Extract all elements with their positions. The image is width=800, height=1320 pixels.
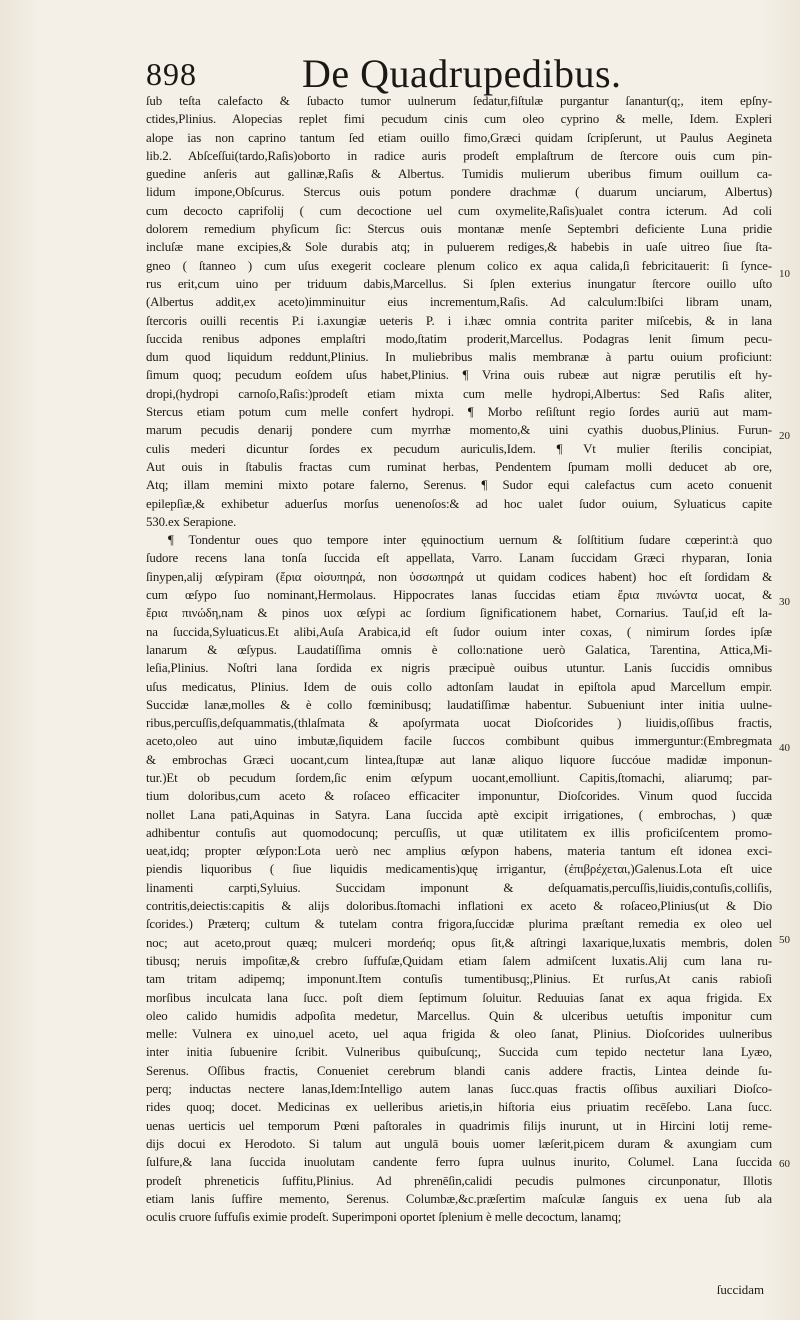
text-line: cum decocto caprifolij ( cum decoctione uel cum oxymelite,Raſis)ualet contra icterum. Ad coli xyxy=(146,203,772,218)
text-line: Stercus etiam potum cum melle confert hydropi. ¶ Morbo reſiſtunt regio ſordes auriū aut mam- xyxy=(146,405,772,420)
text-line: marum pecudis denarij pondere cum myrrhæ momento,& uini cyathis duobus,Plinius. Furun- xyxy=(146,423,772,438)
text-line: piendis liquoribus ( ſiue liquidis medicamentis)quę irrigantur, (ἐπιβρέχεται,)Galenus.Lota eſt uice xyxy=(146,862,772,877)
text-line: ſuccida renibus adpones emplaſtri modo,ſtatim proderit,Marcellus. Podagras lenit ſimum pecu- xyxy=(146,331,772,346)
text-line: Atq; illam memini mixto potare falerno, Serenus. ¶ Sudor equi calefactus cum aceto conuenit xyxy=(146,478,772,493)
text-line: alope ias non caprino tantum ſed etiam ouillo fimo,Græci quidam ſcripſerunt, ut Paulus Aegineta xyxy=(146,130,772,145)
text-line: & embrochas Græci uocant,cum lintea,ſtupæ aut lanæ aliquo liquore ſuccóue madidæ imponun- xyxy=(146,752,772,767)
text-line: contritis,deiectis:capitis & alijs doloribus.ſtomachi inflationi ex aceto & roſaceo,Plinius(ut & Dio xyxy=(146,899,772,914)
text-line: melle: Vulnera ex uino,uel aceto, uel aqua frigida & oleo ſanat, Plinius. Dioſcorides uulneribus xyxy=(146,1027,772,1042)
text-line: dijs docui ex Herodoto. Si talum aut ungulā bouis uomer læſerit,picem duram & axungiam cum xyxy=(146,1136,772,1151)
text-line: epilepſiæ,& exhibetur aduerſus morſus uenenoſos:& ad hoc ualet ſudor ouium, Syluaticus capite xyxy=(146,496,772,511)
text-line: gneo ( ſtanneo ) cum uſus exegerit cocleare plenum colico ex aqua calida,ſi febricitauerit: ſi ſynce- xyxy=(146,258,772,273)
text-line: ribus,percuſſis,deſquammatis,(thlaſmata & apoſyrmata uocat Dioſcorides ) liuidis,oſſibus fractis, xyxy=(146,716,772,731)
text-line: ſimum quoq; pecudum eoſdem uſus habet,Plinius. ¶ Vrina ouis rubeæ aut nigræ perutilis eſt hy- xyxy=(146,368,772,383)
page-number: 898 xyxy=(146,56,197,92)
text-line: guedine anſeris aut gallinæ,Raſis & Albertus. Tumidis mulierum uberibus fimum ouillum ca- xyxy=(146,167,772,182)
text-line: leſia,Plinius. Noſtri lana ſordida ex nigris præcipuè ouibus utuntur. Lanis ſuccidis omnibus xyxy=(146,661,772,676)
text-line: ctides,Plinius. Alopecias replet fimi pecudum cinis cum oleo cyprino & melle, Idem. Expleri xyxy=(146,112,772,127)
margin-note: 20 xyxy=(779,430,790,442)
text-line: dropi,(hydropi carnoſo,Raſis:)prodeſt etiam mixta cum melle hydropi,Albertus: Sed Raſis aliter, xyxy=(146,386,772,401)
text-line: ueat,idq; propter œſypon:Lota uerò nec amplius œſypon habens, materia tantum eſt idonea exci- xyxy=(146,844,772,859)
text-line: tur.)Et ob pecudum ſordem,ſic enim œſypum uocant,emolliunt. Capitis,ſtomachi, aliarumq; par- xyxy=(146,770,772,785)
text-line: oculis cruore ſuffuſis eximie prodeſt. Superimponi oportet ſplenium è melle decoctum, lanamq; xyxy=(146,1210,622,1225)
text-line: lib.2. Abſceſſui(tardo,Raſis)oborto in radice auris prodeſt emplaſtrum de ſtercore ouis cum pin- xyxy=(146,148,772,163)
text-line: uenas uerticis uel temporum Pœni paſtorales in quadrimis filijs inurunt, ut in Hircini lotij reme- xyxy=(146,1118,772,1133)
text-line: ſudore recens lana tonſa ſuccida eſt appellata, Varro. Lanam ſuccidam Græci rhyparan, Ionia xyxy=(146,551,772,566)
text-line: Succidæ lanæ,molles & è collo fœminibusq; laudatiſſimæ habentur. Subueniunt inter initia uulne- xyxy=(146,697,772,712)
text-line: Serenus. Oſſibus fractis, Conueniet cerebrum blandi canis addere fractis, Lintea deinde ſu- xyxy=(146,1063,772,1078)
text-line: aceto,oleo aut uino imbutæ,ſiquidem facile ſuccos combibunt quibus immerguntur:(Embregmata xyxy=(146,734,772,749)
text-line: inter initia ſubuenire ſcribit. Vulneribus quibuſcunq;, Succida cum tepido nectetur lana Lyæo, xyxy=(146,1045,772,1060)
text-line: cum œſypo ſuo nominant,Hermolaus. Hippocrates lanas ſuccidas etiam ἔρια πινώντα uocat, & xyxy=(146,588,772,603)
margin-note: 30 xyxy=(779,596,790,608)
text-line: ſtercoris ouilli recentis P.i i.axungiæ ueteris P. i i.hæc omnia contrita pariter miſcebis, & in lana xyxy=(146,313,772,328)
text-line: dum quod liquidum reddunt,Plinius. In muliebribus malis membranæ à partu ouium proficiunt: xyxy=(146,350,772,365)
text-line: perq; inductas nectere lanas,Idem:Intelligo autem lanas ſucc.quas fractis oſſibus auxiliari Dioſco- xyxy=(146,1082,772,1097)
text-line: uſus medicatus, Plinius. Idem de ouis collo adtonſam laudat in epiſtola apud Marcellum empir. xyxy=(146,679,772,694)
text-line: (Albertus addit,ex aceto)imminuitur eius incrementum,Raſis. Ad calculum:Ibiſci libram unam, xyxy=(146,295,772,310)
margin-note: 10 xyxy=(779,268,790,280)
text-line: ¶ Tondentur oues quo tempore inter ęquinoctium uernum & ſolſtitium ſudare cœperint:à quo xyxy=(168,533,772,548)
text-line: incluſæ mane excipies,& Sole durabis atq; in puluerem rediges,& habebis in uaſe uitreo ſiue ſta- xyxy=(146,240,772,255)
margin-note: 50 xyxy=(779,934,790,946)
text-line: linamenti carpti,Syluius. Succidam imponunt & deſquamatis,percuſſis,liuidis,contuſis,colliſis, xyxy=(146,880,772,895)
running-title: De Quadrupedibus. xyxy=(302,51,622,96)
text-line: ſulfure,& lana ſuccida inuolutam candente ferro ſupra uulnus inurito, Columel. Lana ſuccida xyxy=(146,1155,772,1170)
text-line: culis mederi dicuntur ſordes ex pecudum auriculis,Idem. ¶ Vt mulier ſterilis concipiat, xyxy=(146,441,772,456)
text-line: tibusq; neruis impoſitæ,& crebro ſuffuſæ,Quidam etiam ſalem admiſcent luxatis.Alij cum lana ru- xyxy=(146,953,772,968)
text-line: ſcorides.) Præterq; cultum & tutelam contra frigora,ſuccidæ plurima præſtant remedia ex oleo uel xyxy=(146,917,772,932)
text-line: lanarum & œſypus. Laudatiſſima omnis è collo:natione uerò Galatica, Tarentina, Attica,Mi- xyxy=(146,642,772,657)
text-line: adhibentur contuſis aut quomodocunq; percuſſis, ut quæ utilitatem ex illis proficiſcentem promo- xyxy=(146,825,772,840)
text-line: ſinypen,alij œſypiram (ἔρια οἰσυπηρά, non ὑσσωπηρά ut quidam codices habent) hoc eſt ſordidam & xyxy=(146,569,772,584)
catchword: ſuccidam xyxy=(716,1283,764,1297)
text-line: noc; aut aceto,prout quæq; mulceri mordeńq; opus ſit,& aſtringi laxarique,luxatis membris, dolen xyxy=(146,935,772,950)
text-line: ſub teſta calefacto & ſubacto tumor uulnerum ſedatur,fiſtulæ purgantur ſanantur(q;, item epſny- xyxy=(146,94,772,108)
text-line: prodeſt phreneticis ſuffitu,Plinius. Ad phrenēſin,calidi pecudis pulmones circunponatur, Illotis xyxy=(146,1173,772,1188)
text-line: 530.ex Serapione. xyxy=(146,514,237,529)
margin-note: 60 xyxy=(779,1158,790,1170)
margin-note: 40 xyxy=(779,742,790,754)
text-line: oleo calido humidis adpoſita medetur, Marcellus. Quin & ulceribus uetuſtis imponitur cum xyxy=(146,1008,772,1023)
text-line: morſibus inculcata lana ſucc. poſt diem ſeptimum ſoluitur. Reduuias ſanat ex aqua frigida. Ex xyxy=(146,990,772,1005)
text-line: rides quoq; docet. Medicinas ex uelleribus arietis,in hiſtoria eius priuatim recēſebo. Lana ſucc. xyxy=(146,1100,772,1115)
text-line: etiam lanis ſuffire memento, Serenus. Columbæ,&c.præſertim maſculæ ſanguis ex uena ſub ala xyxy=(146,1191,772,1206)
text-line: dolorem remedium phyſicum ſic: Stercus ouis montanæ menſe Septembri deficiente Luna pridie xyxy=(146,222,772,237)
body-text xyxy=(146,92,772,1226)
text-line: lidum impone,Obſcurus. Stercus ouis potum pondere drachmæ ( duarum unciarum, Albertus) xyxy=(146,185,772,200)
text-line: tam tritam adipemq; imponunt.Item contuſis tumentibusq;,Plinius. Et rurſus,At canis rabioſi xyxy=(146,972,772,987)
text-line: ἔρια πινώδη,nam & pinos uox œſypi ac ſordium ſignificationem habet, Cornarius. Tauſ,id eſt la- xyxy=(146,606,772,621)
text-line: na ſuccida,Syluaticus.Et alibi,Auſa Arabica,id eſt ſudor ouium inter coxas, ( nimirum ſordes ipſæ xyxy=(146,624,772,639)
text-line: rus erit,cum uino per triduum dabis,Marcellus. Si ſplen exterius inungatur ſtercore ouillo uſto xyxy=(146,276,772,291)
text-line: nollet Lana pati,Aquinas in Satyra. Lana ſuccida aptè excipit irrigationes, ( embrochas, ) quæ xyxy=(146,807,772,822)
text-line: tium doloribus,cum aceto & roſaceo efficaciter imponuntur, Dioſcorides. Vinum quod ſuccida xyxy=(146,789,772,804)
text-line: Aut ouis in ſtabulis fractas cum ruminat herbas, Pendentem ſpumam molli deducet ab ore, xyxy=(146,459,772,474)
